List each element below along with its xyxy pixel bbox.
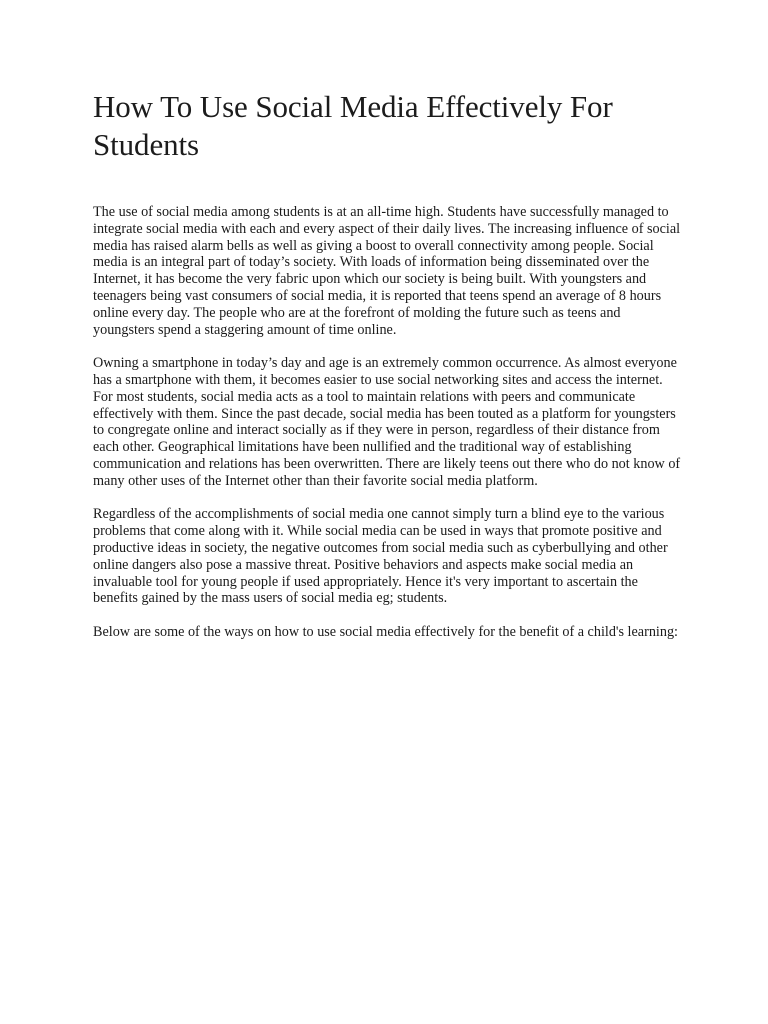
document-page <box>93 88 683 658</box>
paragraph-1: The use of social media among students is at an all-time high. Students have successfully managed to integrate social media with each and every aspect of their daily lives. The increasing influence of social media has raised alarm bells as well as giving a boost to overall connectivity among people. Social media is an integral part of today’s society. With loads of information being disseminated over the Internet, it has become the very fabric upon which our society is being built. With youngsters and teenagers being vast consumers of social media, it is reported that teens spend an average of 8 hours online every day. The people who are at the forefront of molding the future such as teens and youngsters spend a staggering amount of time online. <box>93 204 681 338</box>
paragraph-4: Below are some of the ways on how to use social media effectively for the benefit of a child's learning: <box>93 623 678 640</box>
document-body <box>93 204 683 641</box>
paragraph-3: Regardless of the accomplishments of social media one cannot simply turn a blind eye to the various problems that come along with it. While social media can be used in ways that promote positive and productive ideas in society, the negative outcomes from social media such as cyberbullying and other online dangers also pose a massive threat. Positive behaviors and aspects make social media an invaluable tool for young people if used appropriately. Hence it's very important to ascertain the benefits gained by the mass users of social media eg; students. <box>93 506 668 607</box>
paragraph-2: Owning a smartphone in today’s day and age is an extremely common occurrence. As almost everyone has a smartphone with them, it becomes easier to use social networking sites and access the internet. For most students, social media acts as a tool to maintain relations with peers and communicate effectively with them. Since the past decade, social media has been touted as a platform for youngsters to congregate online and interact socially as if they were in person, regardless of their distance from each other. Geographical limitations have been nullified and the traditional way of establishing communication and relations has been overwritten. There are likely teens out there who do not know of many other uses of the Internet other than their favorite social media platform. <box>93 355 681 489</box>
document-title: How To Use Social Media Effectively For Students <box>93 89 613 162</box>
